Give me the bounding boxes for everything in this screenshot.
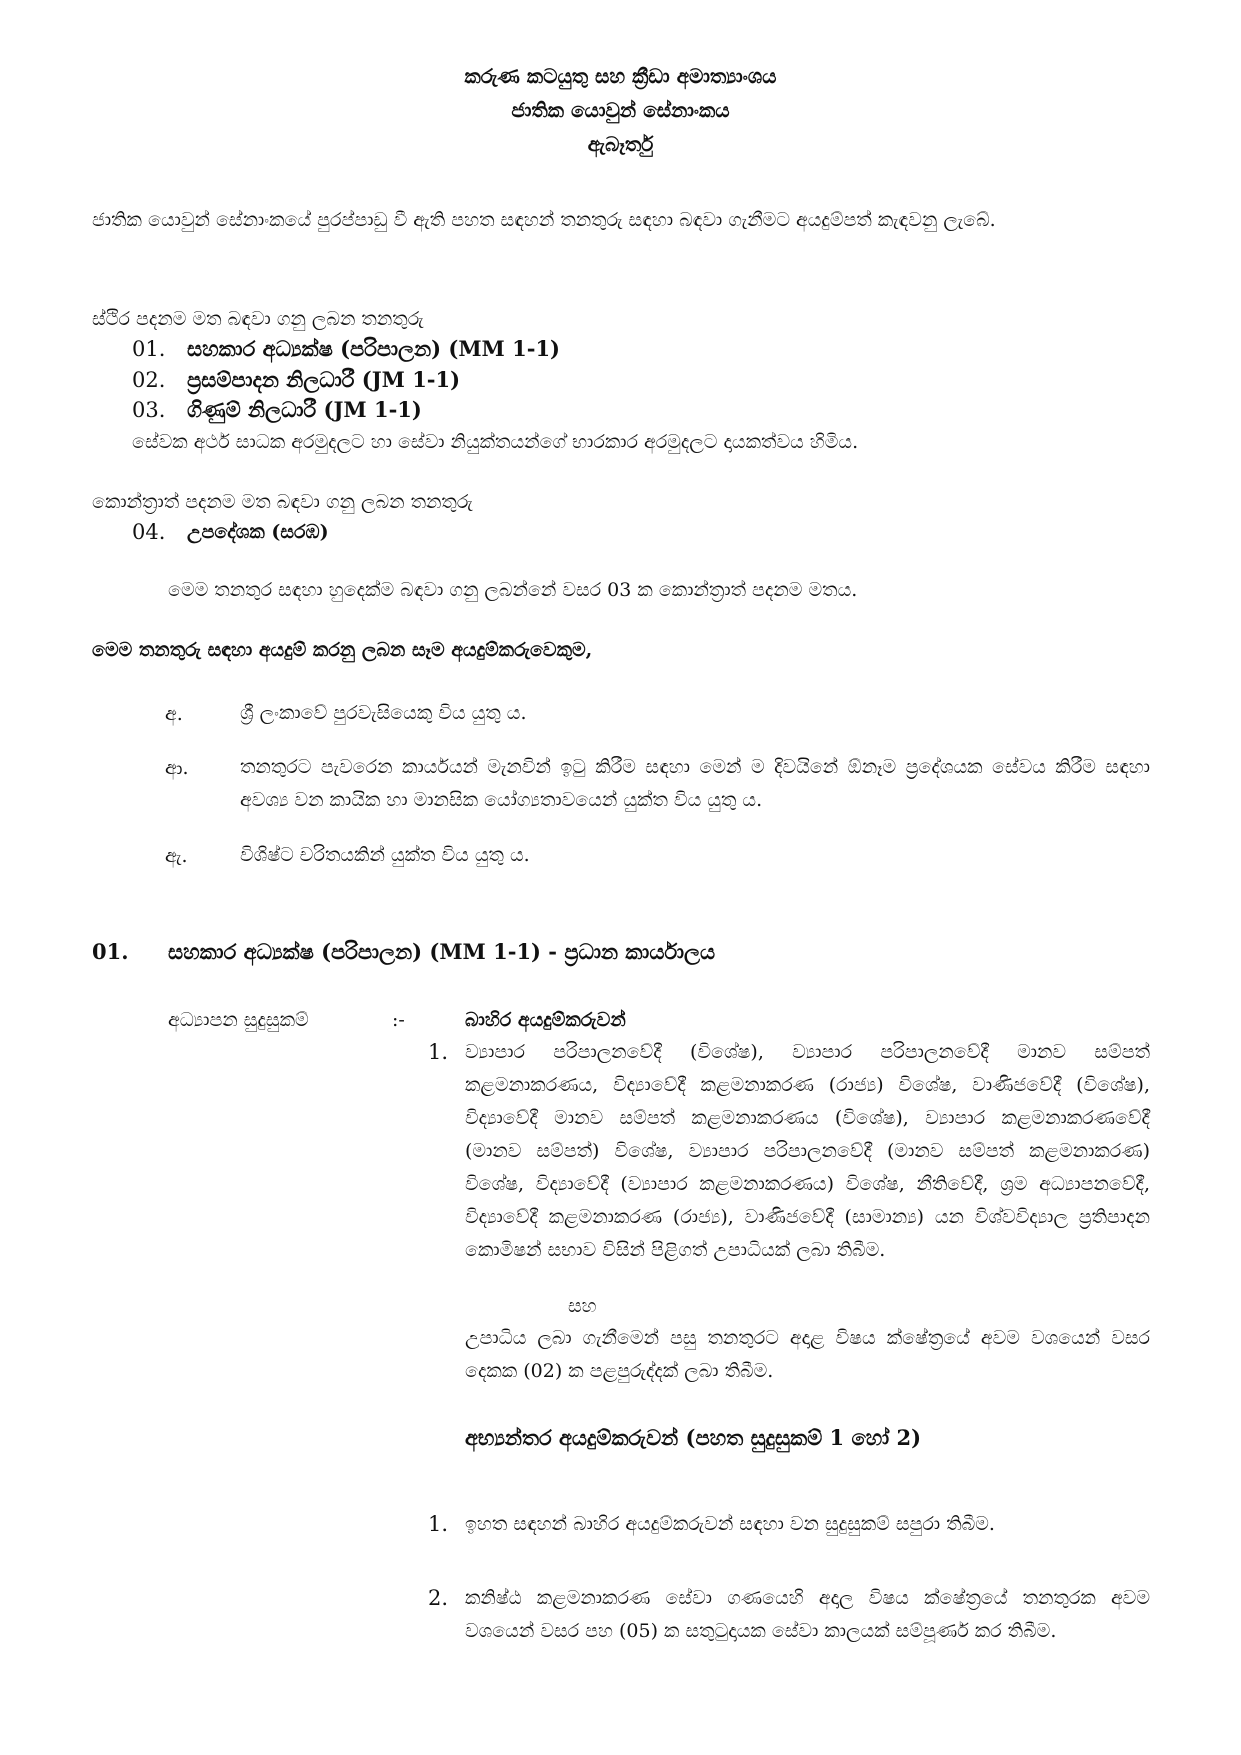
- permanent-item-label: ප්‍රසම්පාදන නිලධාරී (JM 1-1): [187, 367, 461, 392]
- department-title: ජාතික යොවුන් සේනාංකය: [511, 98, 730, 122]
- eligibility-item-num: අ.: [165, 703, 183, 725]
- eligibility-item-text: තනතුරට පැවරෙන කාර්යයන් මැනවින් ඉටු කිරීම සඳහා මෙන් ම දිවයිනේ ඕනෑම ප්‍රදේශයක සේවය කිරීම සඳහා අවශ්‍ය වන කායික හා මානසික යෝග්‍යතාවයෙන් යුක්ත විය යුතු ය.: [240, 756, 1150, 811]
- contract-note: මෙම තනතුර සඳහා හුදෙක්ම බඳවා ගනු ලබන්නේ වසර 03 ක කොන්ත්‍රාත් පදනම මතය.: [168, 579, 858, 601]
- section-title: සහකාර අධ්‍යක්ෂ (පරිපාලන) (MM 1-1) - ප්‍රධාන කාර්යාලය: [168, 939, 716, 964]
- notice-title: ඇබෑර්තු: [587, 132, 654, 156]
- permanent-heading: ස්ථිර පදනම මත බඳවා ගනු ලබන තනතුරු: [92, 308, 424, 330]
- contract-heading: කොන්ත්‍රාත් පදනම මත බඳවා ගනු ලබන තනතුරු: [92, 491, 473, 513]
- eligibility-item-text: විශිෂ්ට චරිතයකින් යුක්ත විය යුතු ය.: [240, 844, 530, 866]
- external-experience-text: උපාධිය ලබා ගැනීමෙන් පසු තනතුරට අදාළ විෂය ක්ෂේත්‍රයේ අවම වශයෙන් වසර දෙකක (02) ක පළපුරුද්දක් ලබා තිබීම.: [465, 1327, 1150, 1382]
- internal-item-num: 1.: [428, 1512, 449, 1536]
- permanent-note: සේවක අර්ථ සාධක අරමුදලට හා සේවා නියුක්තයන්ගේ භාරකාර අරමුදලට දායකත්වය හිමිය.: [132, 431, 859, 453]
- intro-paragraph: ජාතික යොවුන් සේනාංකයේ පුරප්පාඩු වී ඇති පහත සඳහන් තනතුරු සඳහා බඳවා ගැනීමට අයදුම්පත් කැඳවනු ලැබේ.: [92, 209, 996, 231]
- eligibility-item-text: ශ්‍රී ලංකාවේ පුරවැසියෙකු විය යුතු ය.: [240, 702, 527, 724]
- external-applicants-heading: බාහිර අයදුම්කරුවන්: [465, 1009, 626, 1031]
- eligibility-item-num: ආ.: [165, 757, 189, 779]
- permanent-item-label: ගිණුම් නිලධාරී (JM 1-1): [187, 397, 422, 422]
- ministry-title: කරුණ කටයුතු සහ ක්‍රීඩා අමාත්‍යාංශය: [464, 64, 777, 88]
- internal-item-text: කනිෂ්ඨ කළමනාකරණ සේවා ගණයෙහි අදාල විෂය ක්ෂේත්‍රයේ තනතුරක අවම වශයෙන් වසර පහ (05) ක සතුටුදායක සේවා කාලයක් සම්පූර්ණ කර තිබීම.: [465, 1587, 1150, 1642]
- internal-item-num: 2.: [428, 1586, 449, 1610]
- conjunction-text: සහ: [568, 1295, 597, 1317]
- qualifications-separator: :-: [392, 1009, 405, 1031]
- qualifications-label: අධ්‍යාපන සුදුසුකම්: [168, 1009, 309, 1031]
- permanent-item-num: 01.: [132, 337, 166, 361]
- section-number: 01.: [92, 939, 129, 964]
- internal-item-text: ඉහත සඳහන් බාහිර අයදුම්කරුවන් සඳහා වන සුදුසුකම් සපුරා තිබීම.: [465, 1513, 995, 1535]
- permanent-item-label: සහකාර අධ්‍යක්ෂ (පරිපාලන) (MM 1-1): [187, 336, 560, 361]
- permanent-item-num: 02.: [132, 368, 166, 392]
- external-qualification-text: ව්‍යාපාර පරිපාලනවේදී (විශේෂ), ව්‍යාපාර පරිපාලනවේදී මානව සම්පත් කළමනාකරණය, විද්‍යාවේදී කළමනාකරණ (රාජ්‍ය) විශේෂ, වාණිජවේදී (විශේෂ), විද්‍යාවේදී මානව සම්පත් කළමනාකරණය (විශේෂ), ව්‍යාපාර කළමනාකරණවේදී (මානව සම්පත්) විශේෂ, ව්‍යාපාර පරිපාලනවේදී (මානව සම්පත් කළමනාකරණ) විශේෂ, විද්‍යාවේදී (ව්‍යාපාර කළමනාකරණය) විශේෂ, නීතිවේදී, ශ්‍රම අධ්‍යාපනවේදී, විද්‍යාවේදී කළමනාකරණ (රාජ්‍ය), වාණිජවේදී (සාමාන්‍ය) යන විශ්වවිද්‍යාල ප්‍රතිපාදන කොමිෂන් සභාව විසින් පිළිගත් උපාධියක් ලබා තිබීම.: [465, 1041, 1150, 1261]
- internal-applicants-heading: අභ්‍යන්තර අයදුම්කරුවන් (පහත සුදුසුකම් 1 හෝ 2): [465, 1425, 922, 1450]
- contract-item-label: උපදේශක (සරඹ): [187, 521, 329, 543]
- eligibility-item-num: ඇ.: [165, 845, 188, 867]
- eligibility-heading: මෙම තනතුරු සඳහා අයදුම් කරනු ලබන සෑම අයදුම්කරුවෙකුම,: [92, 639, 593, 661]
- permanent-item-num: 03.: [132, 398, 166, 422]
- external-item-num: 1.: [428, 1040, 449, 1064]
- contract-item-num: 04.: [132, 520, 166, 544]
